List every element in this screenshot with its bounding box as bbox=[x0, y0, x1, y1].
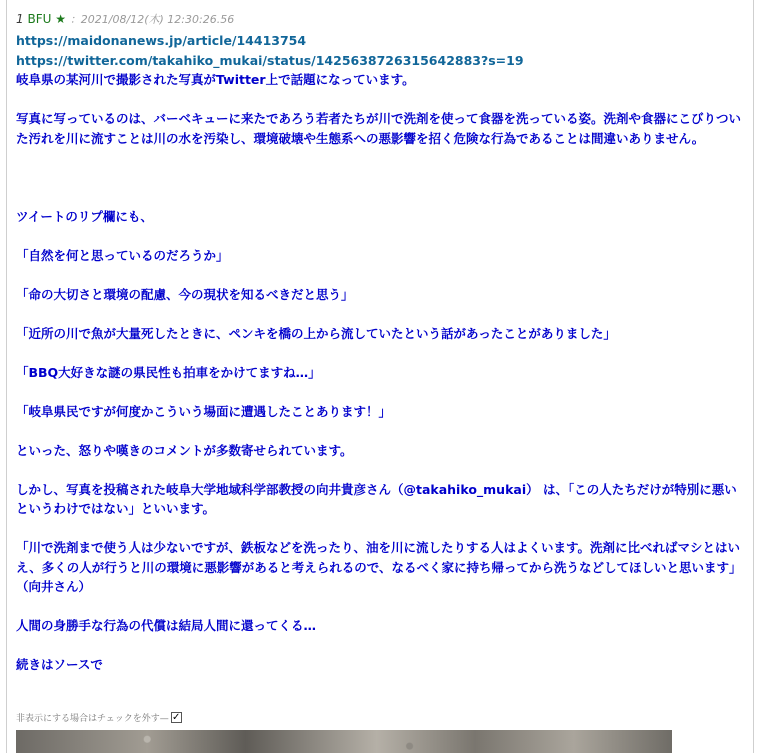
body-line: ツイートのリプ欄にも、 bbox=[16, 208, 153, 224]
body-paragraph: しかし、写真を投稿された岐阜大学地域科学部教授の向井貴彦さん（@takahiko_mukai） は、「この人たちだけが特別に悪いというわけではない」といいます。 bbox=[16, 481, 737, 516]
body-line: 岐阜県の某河川で撮影された写真がTwitter上で話題になっています。 bbox=[16, 72, 415, 87]
hide-checkbox[interactable]: ✓ bbox=[172, 711, 181, 723]
post-date: ：2021/08/12(木) 12:30:26.56 bbox=[69, 13, 235, 26]
hide-image-toggle[interactable] bbox=[16, 711, 182, 724]
hide-toggle-label: 非表示にする場合はチェックを外す— bbox=[16, 714, 169, 724]
quote-line: 「自然を何と思っているのだろうか」 bbox=[16, 247, 229, 263]
source-link[interactable]: https://maidonanews.jp/article/14413754 bbox=[16, 33, 307, 48]
quote-line: 「命の大切さと環境の配慮、今の現状を知るべきだと思う」 bbox=[16, 286, 354, 302]
body-line: 人間の身勝手な行為の代償は結局人間に還ってくる… bbox=[16, 618, 317, 633]
attached-photo[interactable] bbox=[16, 730, 672, 753]
post-number: 1 bbox=[16, 12, 24, 26]
twitter-link[interactable]: https://twitter.com/takahiko_mukai/status/1425638726315642883?s=19 bbox=[16, 52, 524, 68]
quote-line: 「岐阜県民ですが何度かこういう場面に遭遇したことあります！」 bbox=[16, 403, 392, 419]
quote-line: 「近所の川で魚が大量死したときに、ペンキを橋の上から流していたという話があったことがありました」 bbox=[16, 325, 616, 341]
body-line: といった、怒りや嘆きのコメントが多数寄せられています。 bbox=[16, 442, 353, 458]
star-icon: ★ bbox=[55, 12, 66, 26]
poster-name: BFU bbox=[27, 12, 52, 26]
post-body bbox=[16, 31, 744, 675]
body-paragraph: 「川で洗剤まで使う人は少ないですが、鉄板などを洗ったり、油を川に流したりする人はよくいます。洗剤に比べればマシとはいえ、多くの人が行うと川の環境に悪影響があると考えられるので、なるべく家に持ち帰ってから洗うなどしてほしいと思います」（向井さん） bbox=[16, 540, 742, 594]
body-line: 続きはソースで bbox=[16, 657, 103, 672]
post-header bbox=[16, 12, 234, 27]
post bbox=[6, 0, 754, 753]
quote-line: 「BBQ大好きな謎の県民性も拍車をかけてますね…」 bbox=[16, 364, 321, 380]
body-paragraph: 写真に写っているのは、バーベキューに来たであろう若者たちが川で洗剤を使って食器を洗っている姿。洗剤や食器にこびりついた汚れを川に流すことは川の水を汚染し、環境破壊や生態系への悪影響を招く危険な行為であることは間違いありません。 bbox=[16, 111, 742, 146]
